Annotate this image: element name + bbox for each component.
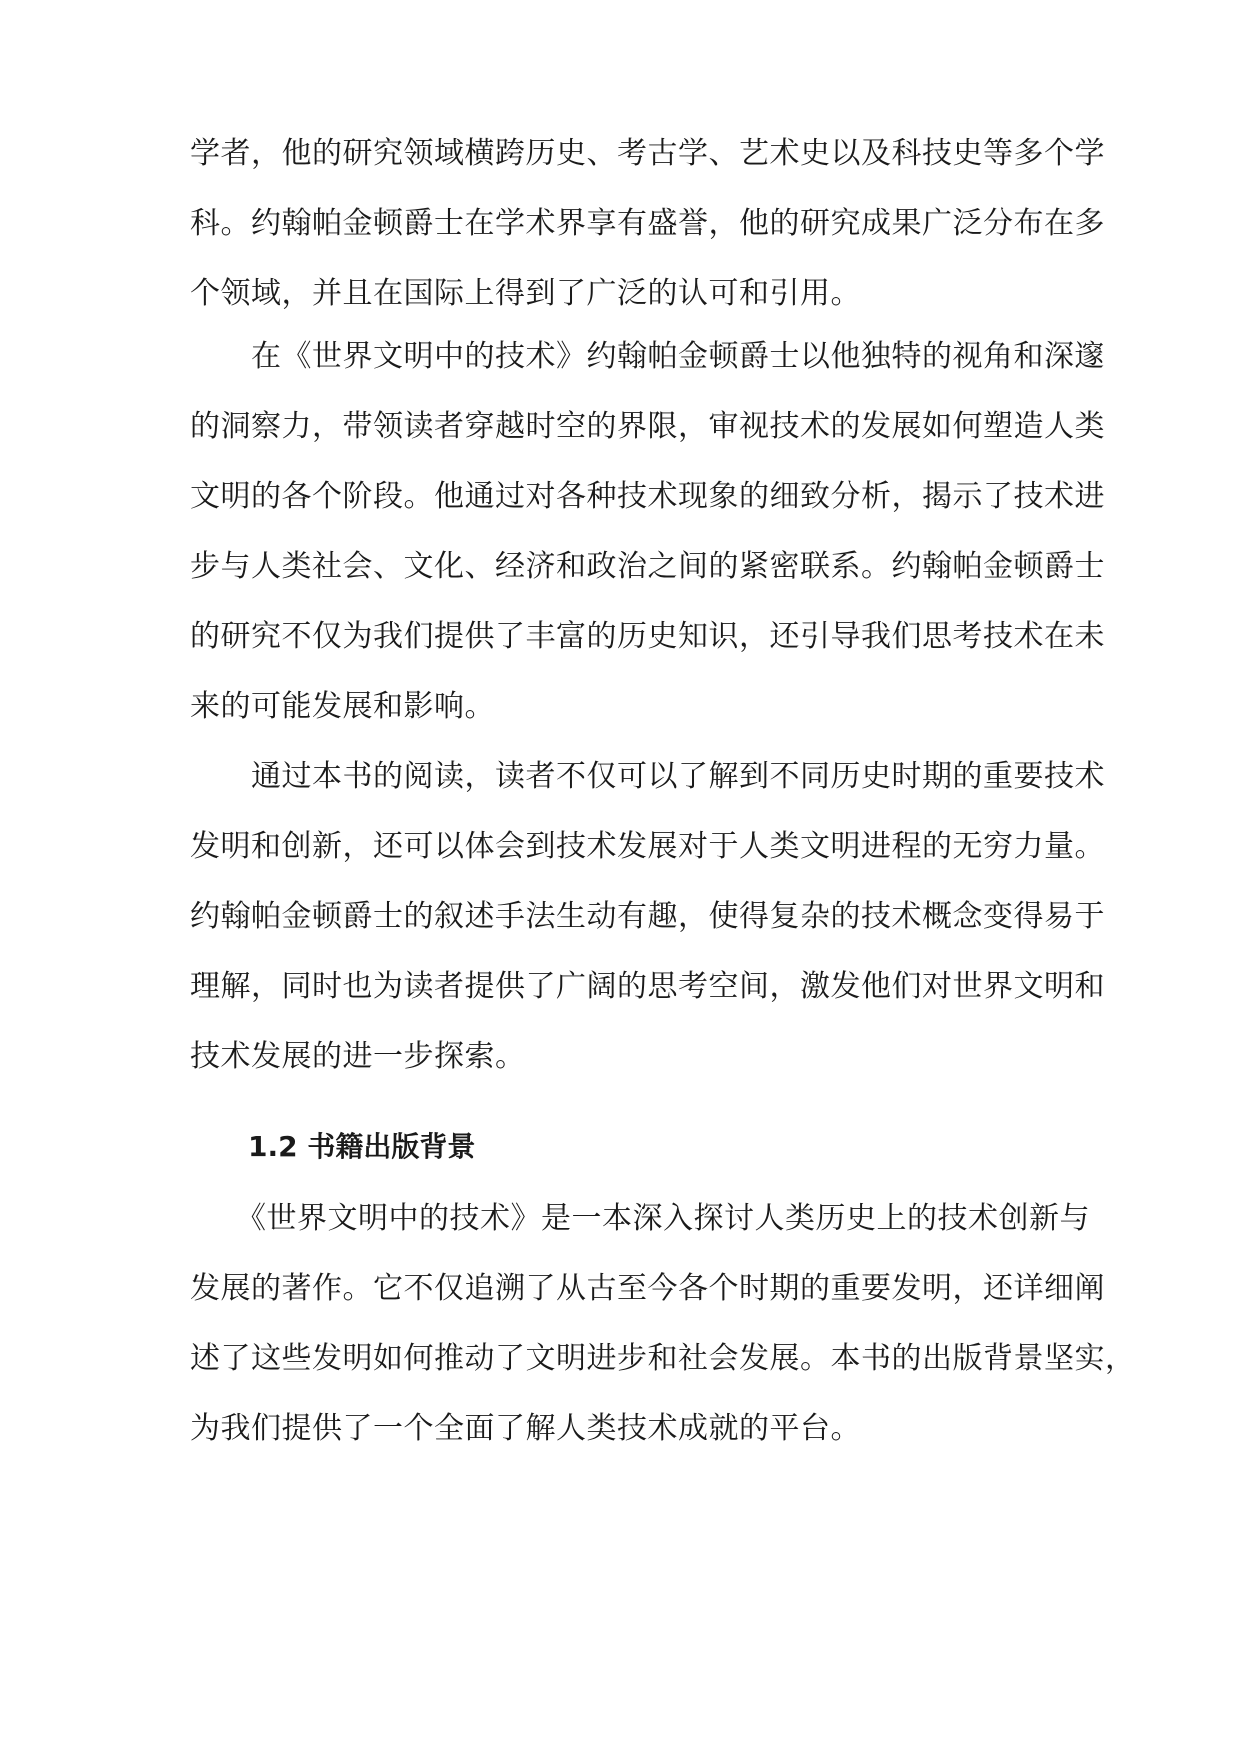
paragraph-3-line-5: 技术发展的进一步探索。 [190, 1039, 526, 1074]
paragraph-2-line-4: 步与人类社会、文化、经济和政治之间的紧密联系。约翰帕金顿爵士 [190, 549, 1105, 584]
paragraph-2-line-3: 文明的各个阶段。他通过对各种技术现象的细致分析，揭示了技术进 [190, 479, 1105, 514]
paragraph-1-line-1: 学者，他的研究领域横跨历史、考古学、艺术史以及科技史等多个学 [190, 136, 1105, 171]
paragraph-1-line-3: 个领域，并且在国际上得到了广泛的认可和引用。 [190, 276, 861, 311]
paragraph-3-line-4: 理解，同时也为读者提供了广阔的思考空间，激发他们对世界文明和 [190, 969, 1105, 1004]
paragraph-4-line-1: 《世界文明中的技术》是一本深入探讨人类历史上的技术创新与 [190, 1201, 1090, 1236]
paragraph-1-line-2: 科。约翰帕金顿爵士在学术界享有盛誉，他的研究成果广泛分布在多 [190, 206, 1105, 241]
paragraph-2-line-2: 的洞察力，带领读者穿越时空的界限，审视技术的发展如何塑造人类 [190, 409, 1105, 444]
section-heading: 1.2 书籍出版背景 [248, 1130, 476, 1163]
paragraph-2-line-6: 来的可能发展和影响。 [190, 689, 495, 724]
paragraph-4-line-4: 为我们提供了一个全面了解人类技术成就的平台。 [190, 1411, 861, 1446]
paragraph-4-line-2: 发展的著作。它不仅追溯了从古至今各个时期的重要发明，还详细阐 [190, 1271, 1105, 1306]
paragraph-3-line-1: 通过本书的阅读，读者不仅可以了解到不同历史时期的重要技术 [190, 759, 1105, 794]
paragraph-3-line-2: 发明和创新，还可以体会到技术发展对于人类文明进程的无穷力量。 [190, 829, 1105, 864]
paragraph-2-line-1: 在《世界文明中的技术》约翰帕金顿爵士以他独特的视角和深邃 [190, 339, 1105, 374]
paragraph-4-line-3: 述了这些发明如何推动了文明进步和社会发展。本书的出版背景坚实， [190, 1341, 1136, 1376]
paragraph-3-line-3: 约翰帕金顿爵士的叙述手法生动有趣，使得复杂的技术概念变得易于 [190, 899, 1105, 934]
paragraph-2-line-5: 的研究不仅为我们提供了丰富的历史知识，还引导我们思考技术在未 [190, 619, 1105, 654]
